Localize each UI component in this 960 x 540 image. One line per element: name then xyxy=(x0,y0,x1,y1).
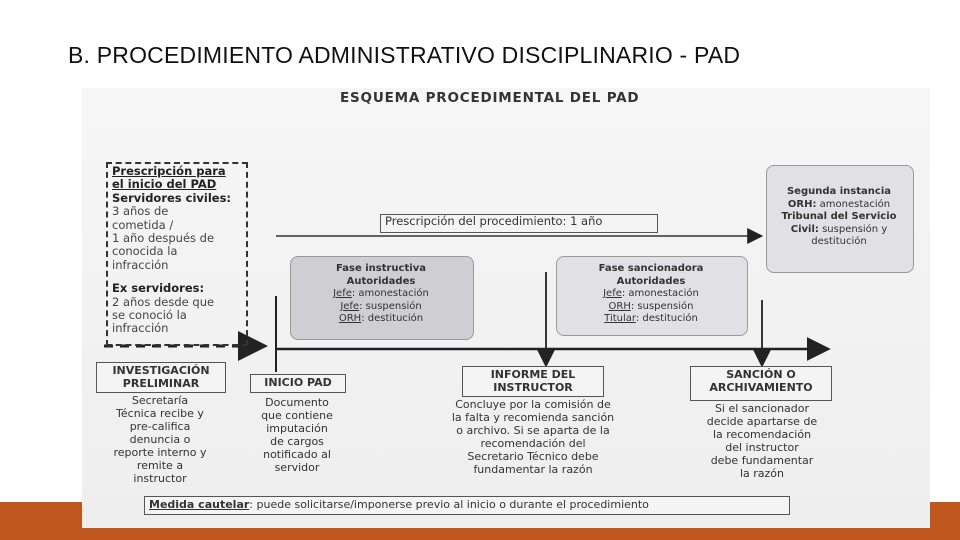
instructive-authorities: Autoridades xyxy=(346,275,416,287)
authority-text: : amonestación xyxy=(621,288,699,299)
sanction-phase-text xyxy=(556,263,746,326)
stage-line: Si el sancionador xyxy=(714,402,810,415)
orh-text: amonestación xyxy=(819,198,891,210)
precautionary-label: Medida cautelar xyxy=(149,498,250,511)
stage-line: decide apartarse de xyxy=(706,415,818,428)
stage-line: denuncia o xyxy=(129,433,191,446)
stage-report-title: INFORME DEL INSTRUCTOR xyxy=(462,366,604,397)
civil-label: Civil: xyxy=(790,223,819,235)
authority-text: : amonestación xyxy=(351,288,429,299)
stage-line: remite a xyxy=(136,459,184,472)
second-instance-text xyxy=(766,186,912,249)
civil-line: 1 año después de xyxy=(112,231,215,246)
second-instance-title: Segunda instancia xyxy=(786,186,892,197)
ex-line: se conoció la xyxy=(112,308,187,323)
stage-line: la falta y recomienda sanción xyxy=(451,411,615,424)
stage-report-desc xyxy=(424,398,642,476)
stage-line: del instructor xyxy=(725,441,799,454)
ex-servants-heading: Ex servidores: xyxy=(112,281,205,296)
stage-preliminary-title: INVESTIGACIÓN PRELIMINAR xyxy=(96,362,226,393)
instructive-phase-title: Fase instructiva xyxy=(336,263,426,274)
authority-text: : suspensión xyxy=(359,300,422,312)
instructive-phase-text xyxy=(290,263,472,326)
stage-line: instructor xyxy=(133,472,187,485)
civil-text: suspensión y xyxy=(822,223,888,235)
prescription-heading: Prescripción para el inicio del PAD xyxy=(112,164,226,192)
stage-line: recomendación del xyxy=(480,437,586,450)
stage-start-desc xyxy=(240,396,354,474)
stage-line: debe fundamentar xyxy=(710,454,814,467)
authority-label: ORH xyxy=(608,300,631,312)
destitution-line: destitución xyxy=(811,236,867,247)
sanction-authorities: Autoridades xyxy=(616,275,686,287)
stage-line: de cargos xyxy=(270,435,324,448)
authority-text: : suspensión xyxy=(630,300,694,312)
stage-preliminary-desc xyxy=(96,394,224,485)
precautionary-text: : puede solicitarse/imponerse previo al inicio o durante el procedimiento xyxy=(249,498,649,511)
stage-sanction-desc xyxy=(686,402,838,480)
civil-servants-heading: Servidores civiles: xyxy=(112,190,232,205)
stage-line: reporte interno y xyxy=(113,446,207,459)
prescription-procedure-label: Prescripción del procedimiento: 1 año xyxy=(380,214,658,233)
prescription-start-text xyxy=(112,165,240,336)
stage-line: notificado al xyxy=(263,448,331,461)
sanction-phase-title: Fase sancionadora xyxy=(598,263,704,274)
stage-line: Concluye por la comisión de xyxy=(455,398,611,411)
authority-label: Jefe xyxy=(333,288,352,299)
stage-start-title: INICIO PAD xyxy=(250,374,346,393)
stage-line: fundamentar la razón xyxy=(473,463,593,476)
slide-title: B. PROCEDIMIENTO ADMINISTRATIVO DISCIPLINARIO - PAD xyxy=(68,42,741,68)
stage-line: Secretario Técnico debe xyxy=(467,450,599,463)
orh-label: ORH: xyxy=(787,198,817,210)
authority-label: Jefe xyxy=(603,288,622,299)
stage-line: que contiene xyxy=(261,409,333,422)
authority-text: : destitución xyxy=(361,313,424,324)
authority-label: Titular xyxy=(604,313,636,324)
authority-text: : destitución xyxy=(635,313,698,324)
civil-line: conocida la xyxy=(112,244,178,259)
scheme-title: ESQUEMA PROCEDIMENTAL DEL PAD xyxy=(340,90,640,106)
stage-line: la recomendación xyxy=(712,428,812,441)
authority-label: ORH xyxy=(338,313,362,324)
stage-line: imputación xyxy=(266,422,328,435)
authority-label: Jefe xyxy=(340,300,360,312)
tribunal-line: Tribunal del Servicio xyxy=(781,211,897,222)
stage-line: pre-califica xyxy=(129,420,191,433)
civil-line: infracción xyxy=(112,257,169,272)
stage-line: Técnica recibe y xyxy=(116,407,204,420)
stage-line: o archivo. Si se aparta de la xyxy=(456,424,610,437)
stage-line: la razón xyxy=(739,467,785,480)
stage-line: Secretaría xyxy=(131,394,189,407)
stage-line: Documento xyxy=(265,396,329,409)
civil-line: 3 años de xyxy=(112,204,169,219)
ex-line: infracción xyxy=(112,321,169,336)
civil-line: cometida / xyxy=(112,217,174,232)
ex-line: 2 años desde que xyxy=(112,294,215,309)
precautionary-measure xyxy=(144,496,790,515)
stage-sanction-title: SANCIÓN O ARCHIVAMIENTO xyxy=(690,366,832,401)
stage-line: servidor xyxy=(274,461,320,474)
